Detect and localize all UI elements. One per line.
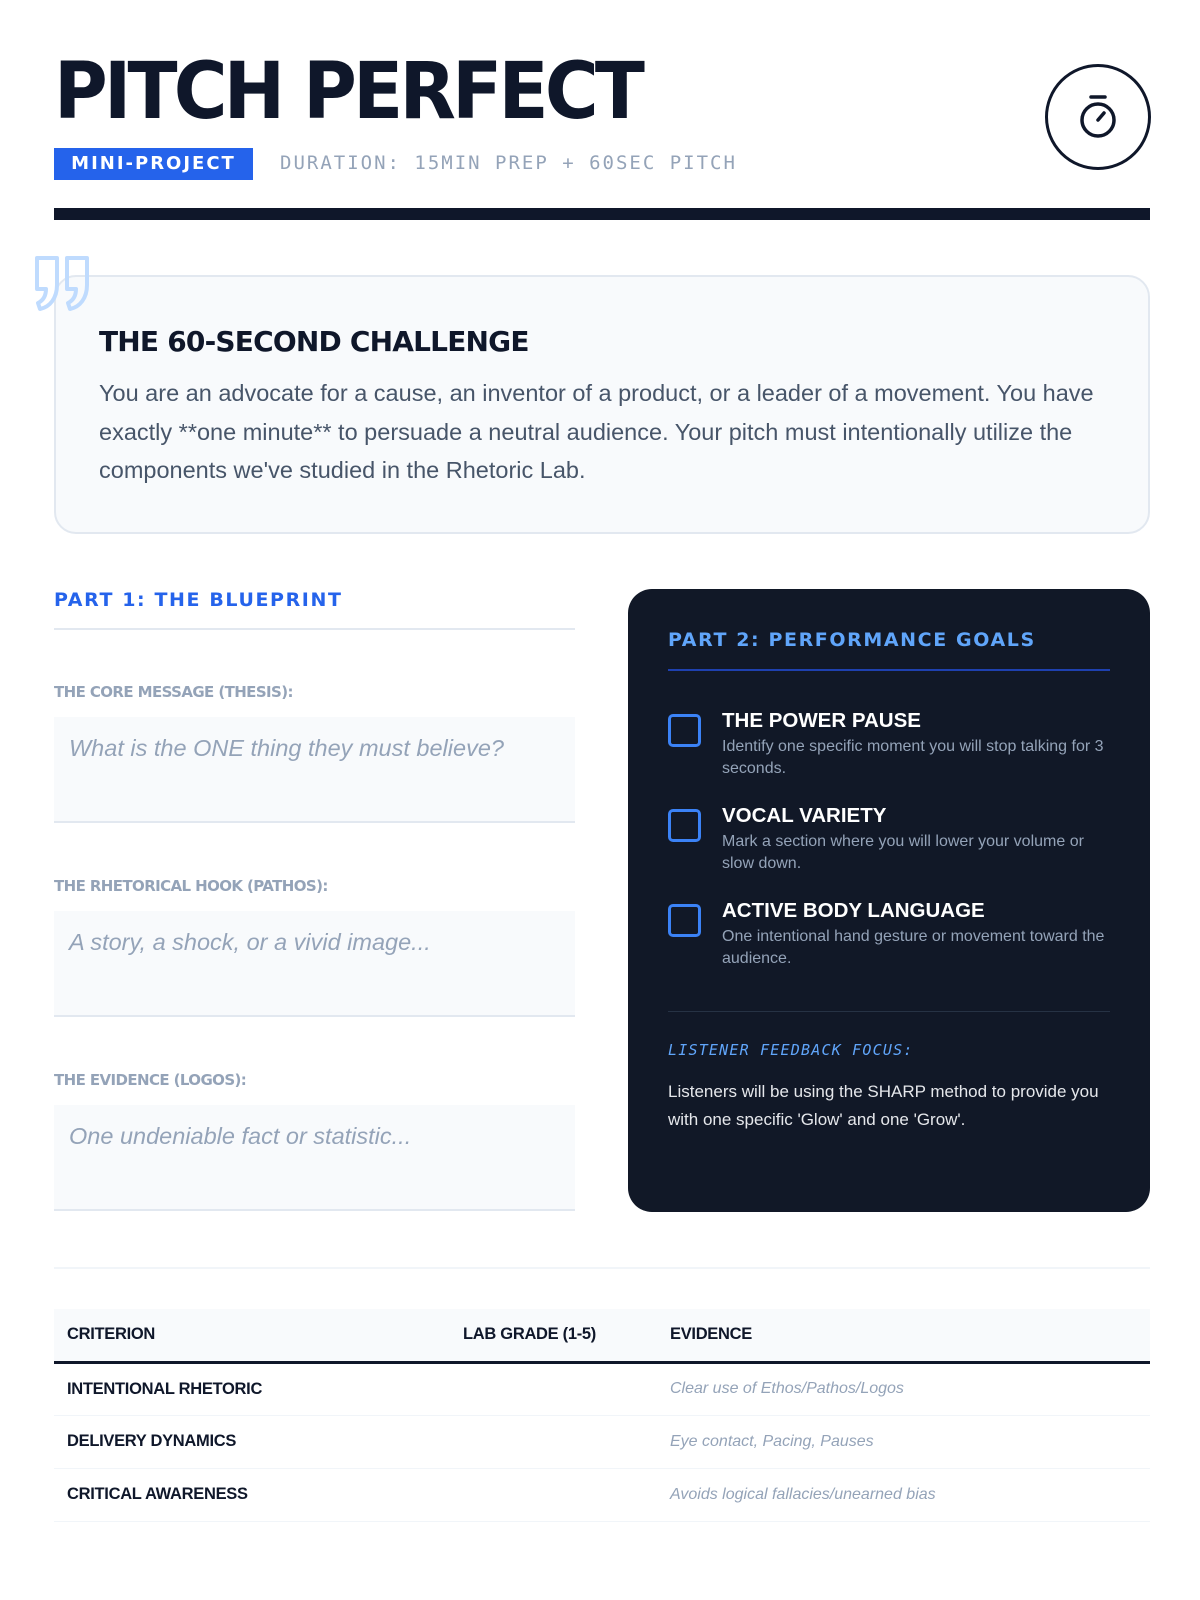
stopwatch-icon: [1045, 64, 1151, 170]
rubric-divider: [54, 1267, 1150, 1269]
criterion-cell: CRITICAL AWARENESS: [54, 1468, 450, 1521]
evidence-label: THE EVIDENCE (LOGOS):: [54, 1071, 247, 1089]
table-row: [54, 1415, 1150, 1468]
goal-desc: Identify one specific moment you will stop talking for 3 seconds.: [722, 738, 1104, 777]
grade-cell[interactable]: [450, 1362, 657, 1415]
worksheet-page: [54, 0, 1150, 1600]
part2-divider: [668, 669, 1110, 671]
criterion-cell: DELIVERY DYNAMICS: [54, 1415, 450, 1468]
feedback-label: LISTENER FEEDBACK FOCUS:: [668, 1041, 914, 1059]
table-row: [54, 1468, 1150, 1521]
page-title: PITCH PERFECT: [54, 47, 642, 137]
evidence-cell: Eye contact, Pacing, Pauses: [657, 1415, 1150, 1468]
goal-title: THE POWER PAUSE: [722, 709, 921, 732]
stopwatch-glyph: [1076, 93, 1120, 141]
body-language-checkbox[interactable]: [668, 904, 701, 937]
hook-input[interactable]: A story, a shock, or a vivid image...: [54, 911, 575, 1017]
evidence-cell: Clear use of Ethos/Pathos/Logos: [657, 1362, 1150, 1415]
part1-divider: [54, 628, 575, 630]
grade-header: LAB GRADE (1-5): [450, 1309, 657, 1362]
feedback-text: Listeners will be using the SHARP method to provide you with one specific 'Glow' and one 'Grow'.: [668, 1082, 1099, 1129]
header-divider: [54, 208, 1150, 220]
feedback-divider: [668, 1011, 1110, 1012]
goal-desc: Mark a section where you will lower your volume or slow down.: [722, 833, 1084, 872]
rubric-table: [54, 1309, 1150, 1522]
goal-desc: One intentional hand gesture or movement toward the audience.: [722, 928, 1105, 967]
power-pause-checkbox[interactable]: [668, 714, 701, 747]
evidence-cell: Avoids logical fallacies/unearned bias: [657, 1468, 1150, 1521]
thesis-input[interactable]: What is the ONE thing they must believe?: [54, 717, 575, 823]
rubric-header-row: [54, 1309, 1150, 1362]
grade-cell[interactable]: [450, 1415, 657, 1468]
part2-heading: PART 2: PERFORMANCE GOALS: [668, 629, 1036, 651]
grade-cell[interactable]: [450, 1468, 657, 1521]
vocal-variety-checkbox[interactable]: [668, 809, 701, 842]
challenge-title: THE 60-SECOND CHALLENGE: [99, 325, 529, 358]
duration-text: DURATION: 15MIN PREP + 60SEC PITCH: [280, 152, 737, 174]
goal-title: VOCAL VARIETY: [722, 804, 887, 827]
table-row: [54, 1362, 1150, 1415]
challenge-card: [54, 275, 1150, 534]
evidence-input[interactable]: One undeniable fact or statistic...: [54, 1105, 575, 1211]
criterion-header: CRITERION: [54, 1309, 450, 1362]
criterion-cell: INTENTIONAL RHETORIC: [54, 1362, 450, 1415]
part1-heading: PART 1: THE BLUEPRINT: [54, 589, 343, 611]
project-badge: MINI-PROJECT: [54, 148, 253, 180]
quote-icon: [32, 253, 94, 315]
challenge-body: You are an advocate for a cause, an inventor of a product, or a leader of a movement. You have exactly **one minute** to persuade a neutral audience. Your pitch must intentionally utilize the components we've studied in the Rhetoric Lab.: [99, 380, 1094, 483]
performance-goals-panel: [628, 589, 1150, 1212]
thesis-label: THE CORE MESSAGE (THESIS):: [54, 683, 293, 701]
hook-label: THE RHETORICAL HOOK (PATHOS):: [54, 877, 328, 895]
evidence-header: EVIDENCE: [657, 1309, 1150, 1362]
goal-title: ACTIVE BODY LANGUAGE: [722, 899, 985, 922]
